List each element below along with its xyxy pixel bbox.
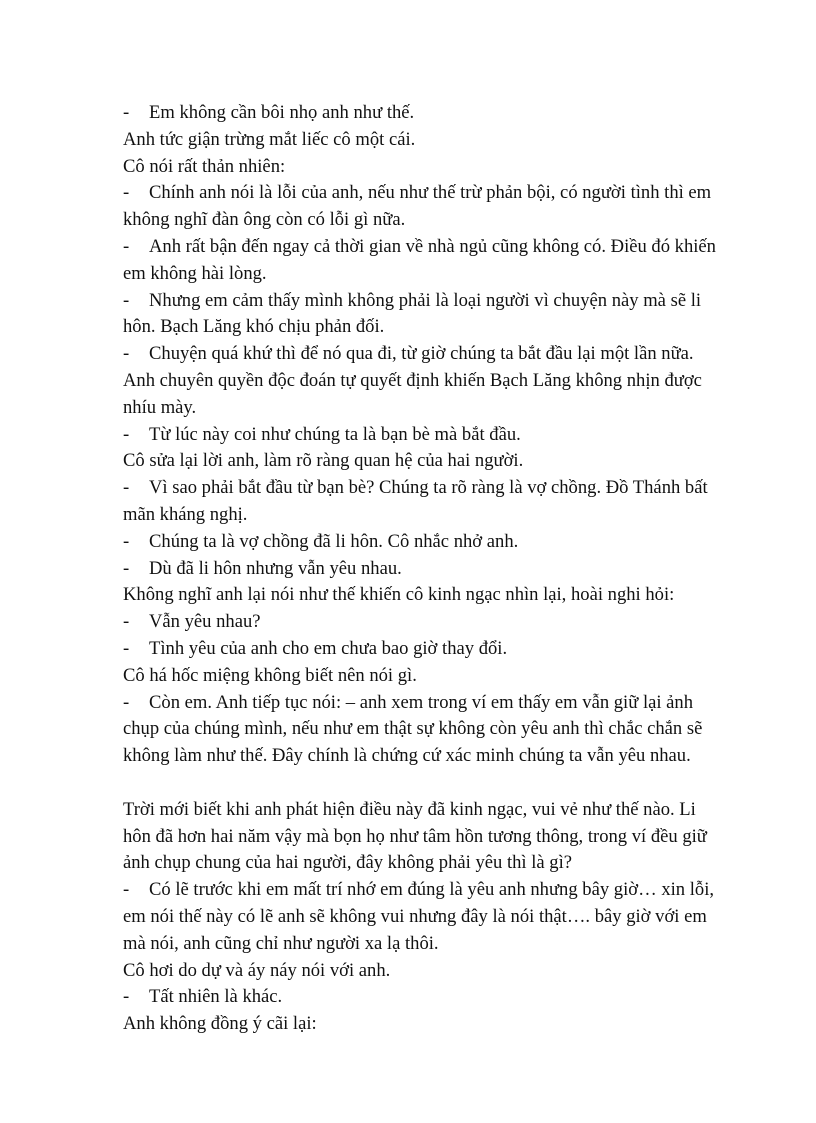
narration-line: Anh chuyên quyền độc đoán tự quyết định khiến Bạch Lăng không nhịn được nhíu mày. (123, 369, 702, 418)
dash-marker: - (123, 343, 130, 365)
narration-line: Anh tức giận trừng mắt liếc cô một cái. (123, 128, 416, 150)
dialogue-line (123, 234, 723, 288)
dash-marker: - (123, 182, 130, 204)
dialogue-line (123, 609, 723, 636)
narration-line: Anh không đồng ý cãi lại: (123, 1013, 317, 1035)
dash-marker: - (123, 691, 130, 713)
dialogue-line (123, 422, 723, 449)
line-text: Vì sao phải bắt đầu từ bạn bè? Chúng ta rõ ràng là vợ chồng. Đồ Thánh bất mãn kháng nghị. (123, 477, 708, 525)
narration-line: Cô sửa lại lời anh, làm rõ ràng quan hệ của hai người. (123, 450, 524, 472)
dialogue-line (123, 690, 723, 770)
paragraph-gap (123, 770, 723, 797)
dialogue-line (123, 180, 723, 234)
dialogue-line (123, 288, 723, 342)
dialogue-line (123, 556, 723, 583)
line-text: Tình yêu của anh cho em chưa bao giờ thay đổi. (149, 637, 508, 659)
dialogue-line (123, 100, 723, 127)
line-text: Anh rất bận đến ngay cả thời gian về nhà ngủ cũng không có. Điều đó khiến em không hài lòng. (123, 235, 716, 284)
narration-line: Cô há hốc miệng không biết nên nói gì. (123, 664, 417, 686)
line-text: Có lẽ trước khi em mất trí nhớ em đúng là yêu anh nhưng bây giờ… xin lỗi, em nói thế này có lẽ anh sẽ không vui nhưng đây là nói thật…. bây giờ với em mà nói, anh cũng chỉ như người xa lạ thôi. (123, 879, 715, 954)
dash-marker: - (123, 611, 130, 633)
line-text: Dù đã li hôn nhưng vẫn yêu nhau. (149, 557, 402, 579)
dash-marker: - (123, 879, 130, 901)
dash-marker: - (123, 289, 130, 311)
dash-marker: - (123, 986, 130, 1008)
dash-marker: - (123, 235, 130, 257)
dash-marker: - (123, 530, 130, 552)
dash-marker: - (123, 423, 130, 445)
document-body (123, 100, 723, 1038)
line-text: Chúng ta là vợ chồng đã li hôn. Cô nhắc nhở anh. (149, 530, 519, 552)
line-text: Vẫn yêu nhau? (149, 611, 261, 633)
dialogue-line (123, 475, 723, 529)
dialogue-line (123, 529, 723, 556)
dash-marker: - (123, 102, 130, 123)
dialogue-line (123, 877, 723, 957)
dialogue-line (123, 636, 723, 663)
dash-marker: - (123, 557, 130, 579)
line-text: Em không cần bôi nhọ anh như thế. (149, 102, 415, 123)
narration-line: Trời mới biết khi anh phát hiện điều này đã kinh ngạc, vui vẻ như thế nào. Li hôn đã hơn hai năm vậy mà bọn họ như tâm hồn tương thông, trong ví đều giữ ảnh chụp chung của hai người, đây không phải yêu thì là gì? (123, 798, 707, 874)
dialogue-line (123, 984, 723, 1011)
line-text: Từ lúc này coi như chúng ta là bạn bè mà bắt đầu. (149, 423, 521, 445)
narration-line: Cô nói rất thản nhiên: (123, 155, 286, 177)
narration-line: Không nghĩ anh lại nói như thế khiến cô kinh ngạc nhìn lại, hoài nghi hỏi: (123, 584, 675, 606)
dialogue-line (123, 341, 723, 368)
dash-marker: - (123, 637, 130, 659)
line-text: Còn em. Anh tiếp tục nói: – anh xem trong ví em thấy em vẫn giữ lại ảnh chụp của chúng mình, nếu như em thật sự không còn yêu anh thì chắc chắn sẽ không làm như thế. Đây chính là chứng cứ xác minh chúng ta vẫn yêu nhau. (123, 691, 703, 767)
line-text: Chính anh nói là lỗi của anh, nếu như thế trừ phản bội, có người tình thì em không nghĩ đàn ông còn có lỗi gì nữa. (123, 182, 712, 231)
line-text: Chuyện quá khứ thì để nó qua đi, từ giờ chúng ta bắt đầu lại một lần nữa. (149, 343, 694, 365)
dash-marker: - (123, 477, 130, 499)
line-text: Tất nhiên là khác. (149, 986, 283, 1008)
narration-line: Cô hơi do dự và áy náy nói với anh. (123, 959, 391, 981)
line-text: Nhưng em cảm thấy mình không phải là loại người vì chuyện này mà sẽ li hôn. Bạch Lăng khó chịu phản đối. (123, 289, 702, 338)
